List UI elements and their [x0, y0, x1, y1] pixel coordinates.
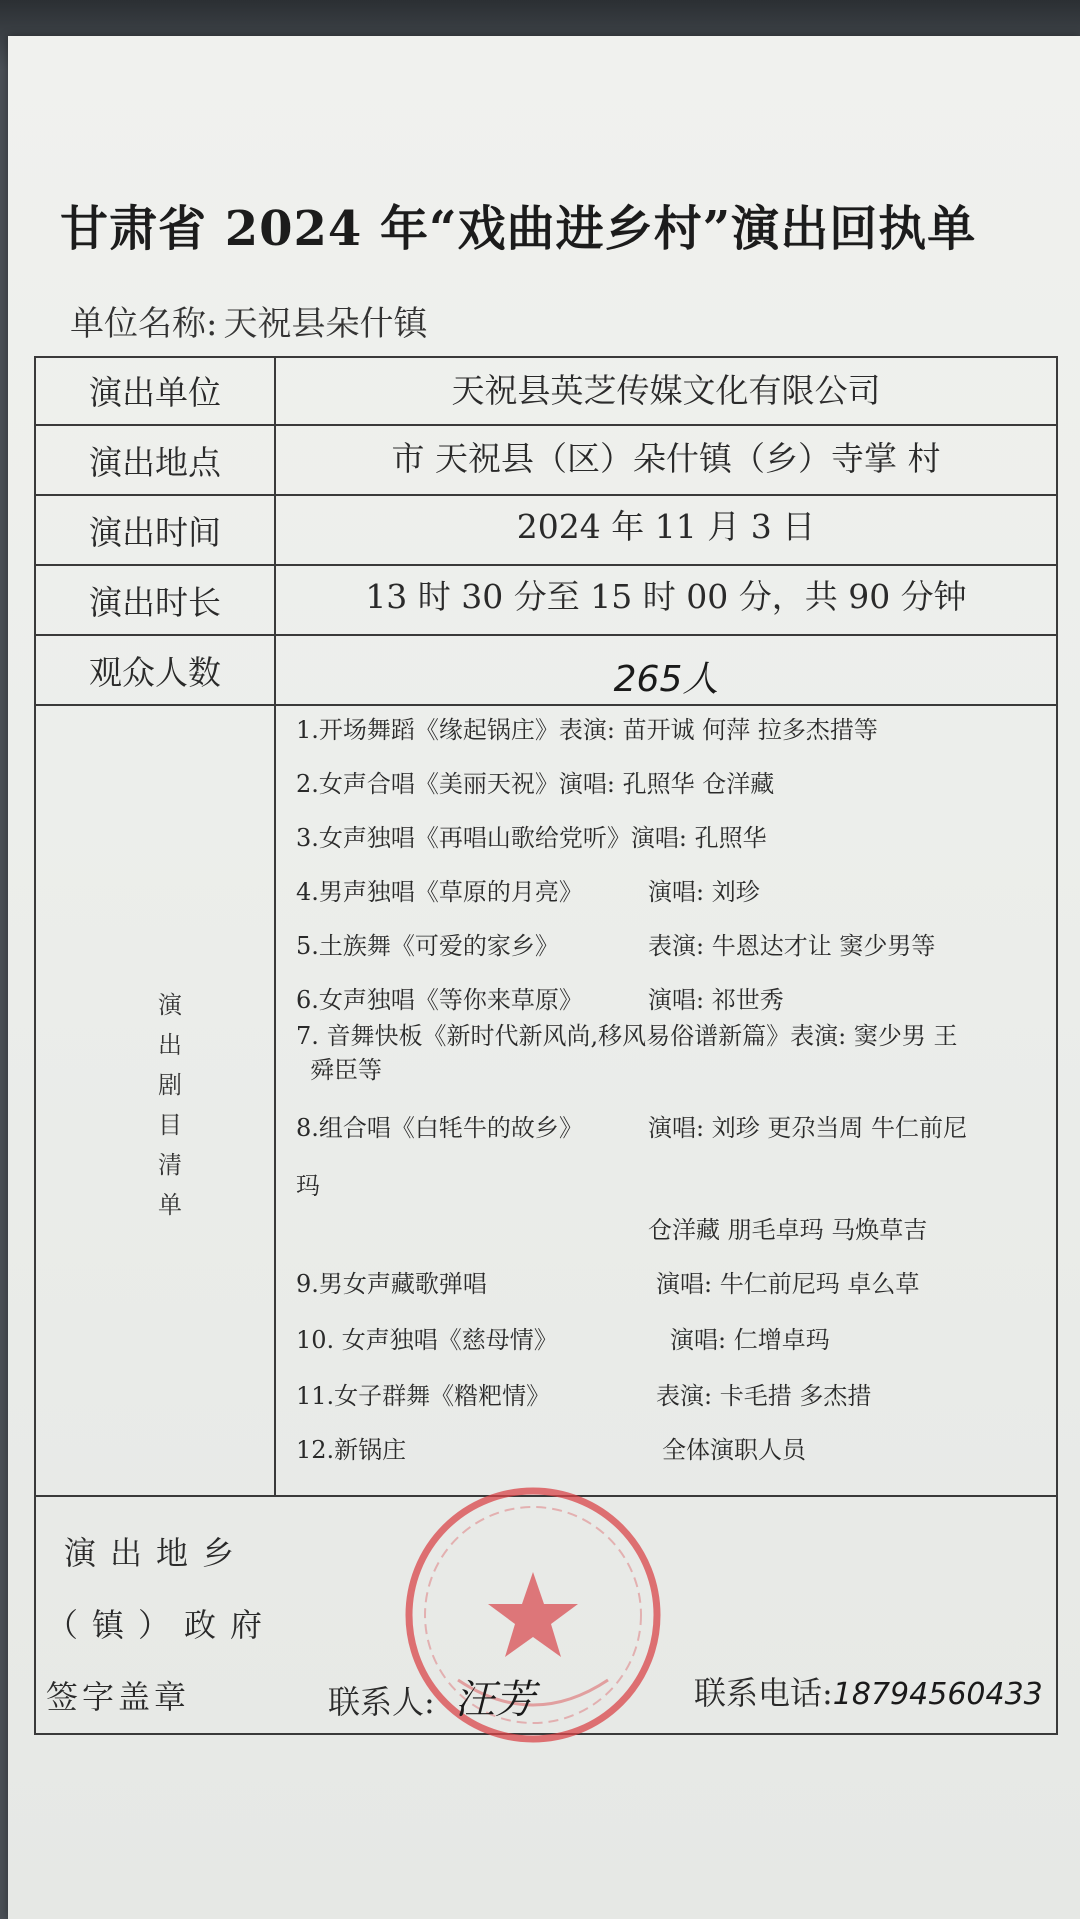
phone-value: 18794560433	[832, 1677, 1043, 1712]
row-value-duration: 13 时 30 分至 15 时 00 分，共 90 分钟	[365, 577, 967, 616]
program-performers: 演唱: 祁世秀	[648, 986, 784, 1014]
program-item	[296, 710, 1056, 745]
table-row-divider	[34, 564, 1058, 566]
program-item	[296, 1376, 1056, 1411]
unit-name-label: 单位名称:	[70, 304, 218, 344]
row-label-location: 演出地点	[89, 443, 221, 482]
contact-signature: 汪芳	[454, 1677, 535, 1723]
program-performers: 表演: 卡毛措 多杰措	[656, 1382, 872, 1410]
table-row-divider	[34, 424, 1058, 426]
program-title: 玛	[296, 1172, 320, 1200]
table-row-divider	[34, 704, 1058, 706]
program-title: 4.男声独唱《草原的月亮》	[296, 878, 583, 906]
programs-label-char: 清	[158, 1151, 182, 1179]
program-item	[296, 1430, 1056, 1465]
row-value-date: 2024 年 11 月 3 日	[516, 507, 816, 546]
program-title: 10. 女声独唱《慈母情》	[296, 1326, 558, 1354]
row-label-duration: 演出时长	[89, 583, 221, 622]
footer-label-line2: （镇）政府	[46, 1606, 277, 1644]
program-title: 舜臣等	[310, 1056, 382, 1084]
footer-label-line3: 签字盖章	[46, 1678, 191, 1716]
programs-label-char: 目	[158, 1111, 182, 1139]
program-item	[296, 1016, 1056, 1051]
program-title: 12.新锅庄	[296, 1436, 407, 1464]
program-performers: 表演: 牛恩达才让 窦少男等	[648, 932, 936, 960]
table-row-divider	[34, 494, 1058, 496]
program-performers: 演唱: 仁增卓玛	[670, 1326, 830, 1354]
program-title: 9.男女声藏歌弹唱	[296, 1270, 487, 1298]
programs-label-char: 出	[158, 1031, 182, 1059]
document-title: 甘肃省 2024 年“戏曲进乡村”演出回执单	[60, 201, 977, 257]
row-value-location: 市 天祝县（区）朵什镇（乡）寺掌 村	[391, 439, 941, 478]
row-value-performer: 天祝县英芝传媒文化有限公司	[451, 371, 881, 410]
contact-phone	[694, 1668, 1043, 1714]
table-row-divider	[34, 634, 1058, 636]
program-title: 3.女声独唱《再唱山歌给党听》演唱: 孔照华	[296, 824, 767, 852]
program-item	[296, 818, 1056, 853]
program-item	[296, 1108, 1056, 1143]
program-title: 7. 音舞快板《新时代新风尚,移风易俗谱新篇》表演: 窦少男 王	[296, 1022, 958, 1050]
program-performers: 演唱: 刘珍	[648, 878, 760, 906]
programs-label-char: 演	[158, 991, 182, 1019]
program-title: 6.女声独唱《等你来草原》	[296, 986, 583, 1014]
program-title: 5.土族舞《可爱的家乡》	[296, 932, 559, 960]
program-performers: 全体演职人员	[662, 1436, 806, 1464]
program-item	[296, 926, 1056, 961]
program-item	[296, 1320, 1056, 1355]
programs-label-char: 剧	[158, 1071, 182, 1099]
programs-section-label	[150, 985, 190, 1225]
program-title: 2.女声合唱《美丽天祝》演唱: 孔照华 仓洋藏	[296, 770, 775, 798]
program-performers: 演唱: 牛仁前尼玛 卓么草	[656, 1270, 920, 1298]
program-item	[296, 872, 1056, 907]
table-border-left	[34, 356, 36, 1735]
row-label-performer: 演出单位	[89, 373, 221, 412]
program-item	[296, 1166, 1056, 1201]
program-performers: 演唱: 刘珍 更尕当周 牛仁前尼	[648, 1114, 967, 1142]
unit-name	[70, 296, 427, 345]
program-title: 1.开场舞蹈《缘起锅庄》表演: 苗开诚 何萍 拉多杰措等	[296, 716, 878, 744]
program-item	[296, 980, 1056, 1015]
table-border-right	[1056, 356, 1058, 1735]
program-title: 8.组合唱《白牦牛的故乡》	[296, 1114, 583, 1142]
table-border-top	[34, 356, 1058, 358]
unit-name-value: 天祝县朵什镇	[223, 304, 428, 344]
program-item	[310, 1050, 1070, 1085]
program-item	[296, 1264, 1056, 1299]
phone-label: 联系电话:	[694, 1674, 833, 1712]
footer-label-line1: 演出地乡	[64, 1534, 249, 1572]
programs-label-char: 单	[158, 1191, 182, 1219]
contact-label: 联系人:	[328, 1683, 435, 1721]
program-title: 11.女子群舞《糌粑情》	[296, 1382, 551, 1410]
contact-person	[328, 1668, 535, 1725]
row-value-audience: 265人	[613, 659, 719, 700]
program-item	[296, 764, 1056, 799]
row-label-date: 演出时间	[89, 513, 221, 552]
program-performers: 仓洋藏 朋毛卓玛 马焕草吉	[648, 1216, 928, 1244]
row-label-audience: 观众人数	[89, 653, 221, 692]
